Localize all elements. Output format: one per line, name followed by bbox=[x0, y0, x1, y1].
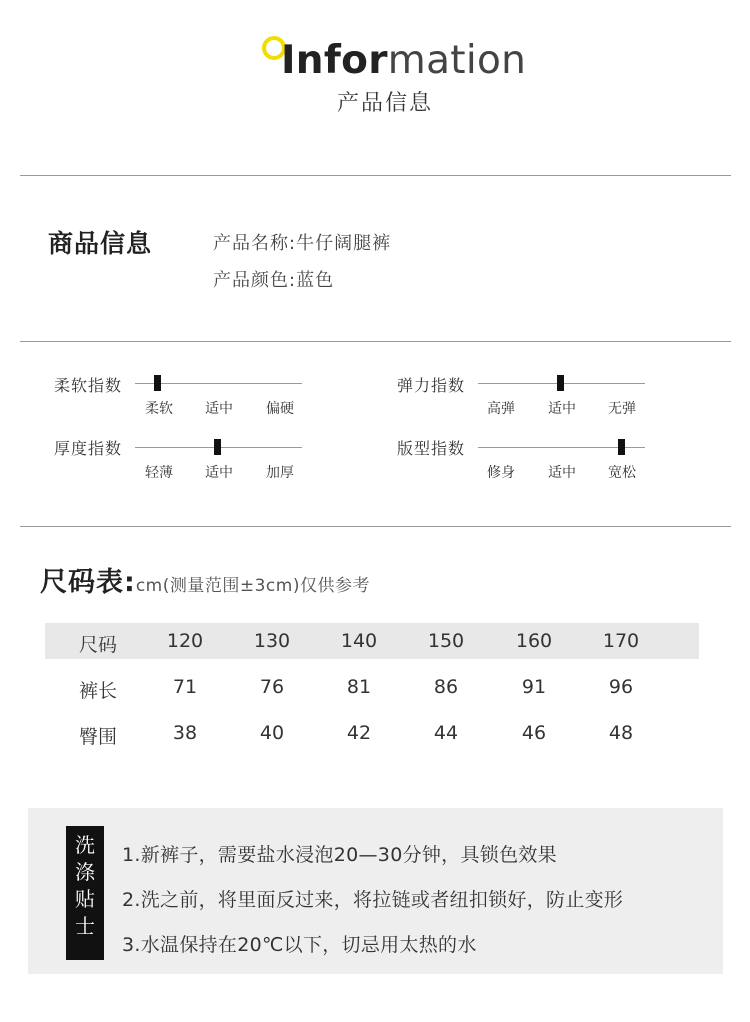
product-color: 产品颜色:蓝色 bbox=[213, 270, 335, 291]
title-light-part: mation bbox=[387, 38, 527, 83]
table-row-label: 裤长 bbox=[78, 680, 117, 702]
thickness-tick-low: 轻薄 bbox=[145, 465, 173, 481]
tag-char: 涤 bbox=[75, 860, 95, 884]
table-cell: 46 bbox=[521, 722, 547, 744]
table-header-cell: 160 bbox=[515, 630, 553, 652]
thickness-tick-high: 加厚 bbox=[266, 465, 294, 481]
product-name: 产品名称:牛仔阔腿裤 bbox=[213, 233, 392, 254]
washing-tip-2: 2.洗之前，将里面反过来，将拉链或者纽扣锁好，防止变形 bbox=[122, 889, 624, 911]
table-cell: 96 bbox=[608, 676, 634, 698]
size-chart-note: cm(测量范围±3cm)仅供参考 bbox=[135, 576, 370, 596]
tag-char: 洗 bbox=[75, 833, 95, 857]
table-cell: 40 bbox=[259, 722, 285, 744]
title-bold-part: Infor bbox=[281, 38, 388, 83]
table-row-label: 臀围 bbox=[78, 726, 117, 748]
table-cell: 38 bbox=[172, 722, 198, 744]
table-header-cell: 150 bbox=[427, 630, 465, 652]
softness-marker bbox=[154, 375, 161, 391]
table-cell: 48 bbox=[608, 722, 634, 744]
table-header-cell: 170 bbox=[602, 630, 640, 652]
softness-label: 柔软指数 bbox=[54, 376, 123, 395]
washing-tips-tag bbox=[66, 826, 104, 960]
thickness-label: 厚度指数 bbox=[54, 439, 123, 458]
divider-3 bbox=[20, 526, 731, 527]
elasticity-tick-mid: 适中 bbox=[548, 401, 576, 417]
elasticity-tick-low: 高弹 bbox=[487, 401, 515, 417]
table-header-cell: 尺码 bbox=[78, 634, 117, 656]
elasticity-marker bbox=[557, 375, 564, 391]
tag-char: 士 bbox=[75, 914, 95, 938]
table-header-cell: 140 bbox=[340, 630, 378, 652]
fit-tick-high: 宽松 bbox=[608, 465, 636, 481]
size-chart-heading: 尺码表: bbox=[40, 567, 136, 598]
softness-tick-high: 偏硬 bbox=[266, 401, 294, 417]
softness-tick-mid: 适中 bbox=[205, 401, 233, 417]
tag-char: 贴 bbox=[75, 887, 95, 911]
fit-tick-mid: 适中 bbox=[548, 465, 576, 481]
divider-2 bbox=[20, 341, 731, 342]
table-cell: 44 bbox=[433, 722, 459, 744]
softness-tick-low: 柔软 bbox=[145, 401, 173, 417]
elasticity-tick-high: 无弹 bbox=[608, 401, 636, 417]
table-cell: 76 bbox=[259, 676, 285, 698]
table-header-cell: 120 bbox=[166, 630, 204, 652]
washing-tip-3: 3.水温保持在20℃以下，切忌用太热的水 bbox=[122, 934, 477, 956]
page-subtitle: 产品信息 bbox=[336, 91, 433, 116]
fit-label: 版型指数 bbox=[397, 439, 466, 458]
fit-tick-low: 修身 bbox=[487, 465, 515, 481]
size-chart-title bbox=[40, 560, 370, 599]
table-cell: 86 bbox=[433, 676, 459, 698]
thickness-marker bbox=[214, 439, 221, 455]
table-cell: 71 bbox=[172, 676, 198, 698]
elasticity-label: 弹力指数 bbox=[397, 376, 466, 395]
table-cell: 91 bbox=[521, 676, 547, 698]
table-header-cell: 130 bbox=[253, 630, 291, 652]
table-cell: 42 bbox=[346, 722, 372, 744]
fit-marker bbox=[618, 439, 625, 455]
title-english bbox=[281, 36, 526, 86]
washing-tip-1: 1.新裤子，需要盐水浸泡20—30分钟，具锁色效果 bbox=[122, 844, 557, 866]
table-cell: 81 bbox=[346, 676, 372, 698]
divider-1 bbox=[20, 175, 731, 176]
thickness-tick-mid: 适中 bbox=[205, 465, 233, 481]
product-info-heading: 商品信息 bbox=[48, 229, 153, 258]
